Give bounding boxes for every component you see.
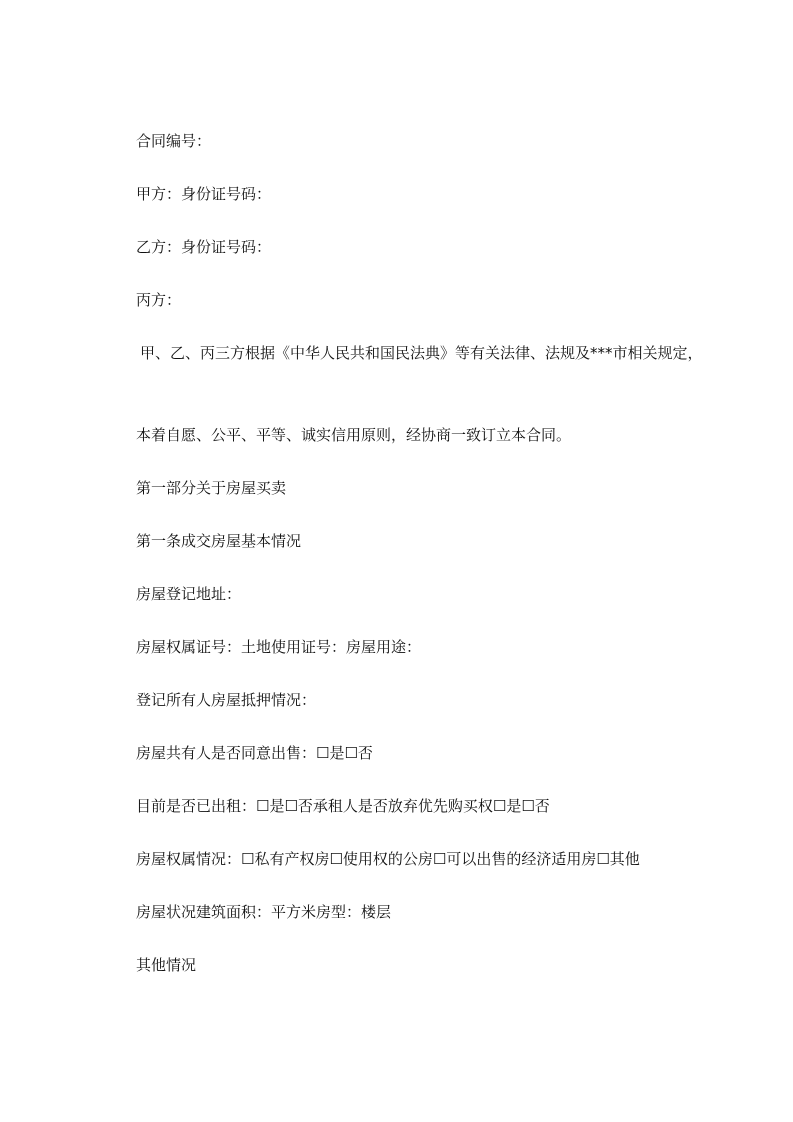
rental-status-line: 目前是否已出租：☐是☐否承租人是否放弃优先购买权☐是☐否 [136,797,550,815]
party-a-line: 甲方：身份证号码： [136,185,272,203]
mortgage-status-line: 登记所有人房屋抵押情况： [136,691,317,709]
principle-line: 本着自愿、公平、平等、诚实信用原则，经协商一致订立本合同。 [136,426,572,444]
co-owner-consent-line: 房屋共有人是否同意出售：☐是☐否 [136,744,373,762]
article-one-title: 第一条成交房屋基本情况 [136,532,302,550]
contract-number-line: 合同编号： [136,132,212,150]
other-info-line: 其他情况 [136,956,197,974]
legal-basis-paragraph: 甲、乙、丙三方根据《中华人民共和国民法典》等有关法律、法规及***市相关规定， [140,344,703,362]
house-condition-line: 房屋状况建筑面积：平方米房型：楼层 [136,903,392,921]
ownership-cert-line: 房屋权属证号：土地使用证号：房屋用途： [136,638,422,656]
party-c-line: 丙方： [136,291,182,309]
house-address-line: 房屋登记地址： [136,585,242,603]
party-b-line: 乙方：身份证号码： [136,238,272,256]
ownership-type-line: 房屋权属情况：☐私有产权房☐使用权的公房☐可以出售的经济适用房☐其他 [136,850,640,868]
part-one-title: 第一部分关于房屋买卖 [136,479,287,497]
